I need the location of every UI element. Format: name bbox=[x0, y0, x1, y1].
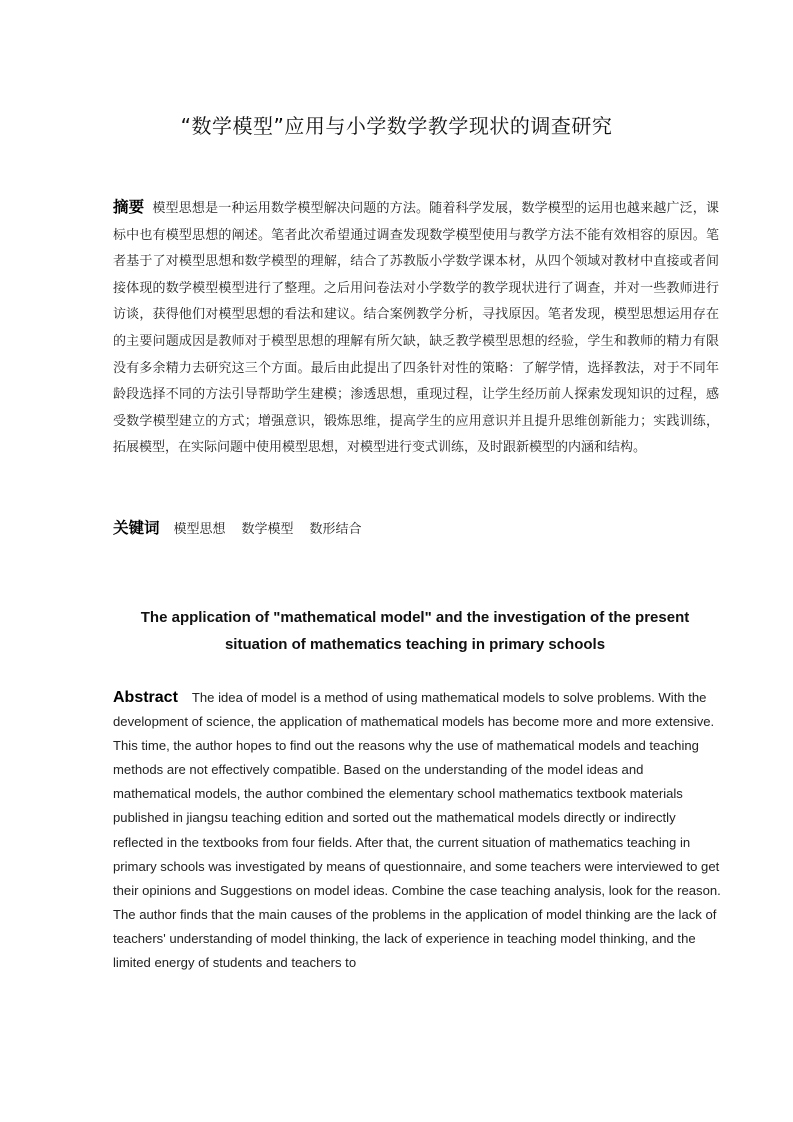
english-abstract-text: The idea of model is a method of using mathematical models to solve problems. With the development of science, the application of mathematical models has become more and more extensive. This time, the author hopes to find out the reasons why the use of mathematical models and teaching methods are not effectively compatible. Based on the understanding of the model ideas and mathematical models, the author combined the elementary school mathematics textbook materials published in jiangsu teaching edition and sorted out the mathematical models directly or indirectly reflected in the textbooks from four fields. After that, the current situation of mathematics teaching in primary schools was investigated by means of questionnaire, and some teachers were interviewed to get their opinions and Suggestions on model ideas. Combine the case teaching analysis, look for the reason. The author finds that the main causes of the problems in the application of model thinking are the lack of teachers' understanding of model thinking, the lack of experience in teaching model thinking, and the limited energy of students and teachers to bbox=[113, 690, 721, 971]
keyword: 数学模型 bbox=[241, 522, 294, 537]
chinese-abstract bbox=[113, 194, 719, 462]
english-abstract-label: Abstract bbox=[113, 689, 178, 706]
keywords-label: 关键词 bbox=[113, 519, 160, 537]
keyword: 数形结合 bbox=[309, 522, 362, 537]
chinese-title: “数学模型”应用与小学数学教学现状的调查研究 bbox=[180, 114, 613, 138]
keyword: 模型思想 bbox=[173, 522, 226, 537]
english-title: The application of "mathematical model" and the investigation of the present situation of mathematics teaching in primary schools bbox=[140, 609, 690, 653]
english-abstract bbox=[113, 686, 721, 975]
chinese-abstract-label: 摘要 bbox=[113, 198, 145, 216]
chinese-keywords bbox=[113, 514, 719, 544]
chinese-abstract-text: 模型思想是一种运用数学模型解决问题的方法。随着科学发展，数学模型的运用也越来越广泛，课标中也有模型思想的阐述。笔者此次希望通过调查发现数学模型使用与教学方法不能有效相容的原因。笔者基于了对模型思想和数学模型的理解，结合了苏教版小学数学课本材，从四个领域对教材中直接或者间接体现的数学模型模型进行了整理。之后用问卷法对小学数学的教学现状进行了调查，并对一些教师进行访谈，获得他们对模型思想的看法和建议。结合案例教学分析，寻找原因。笔者发现，模型思想运用存在的主要问题成因是教师对于模型思想的理解有所欠缺，缺乏教学模型思想的经验，学生和教师的精力有限没有多余精力去研究这三个方面。最后由此提出了四条针对性的策略：了解学情，选择教法，对于不同年龄段选择不同的方法引导帮助学生建模；渗透思想，重现过程，让学生经历前人探索发现知识的过程，感受数学模型建立的方式；增强意识，锻炼思维，提高学生的应用意识并且提升思维创新能力；实践训练，拓展模型，在实际问题中使用模型思想，对模型进行变式训练，及时跟新模型的内涵和结构。 bbox=[113, 201, 719, 456]
